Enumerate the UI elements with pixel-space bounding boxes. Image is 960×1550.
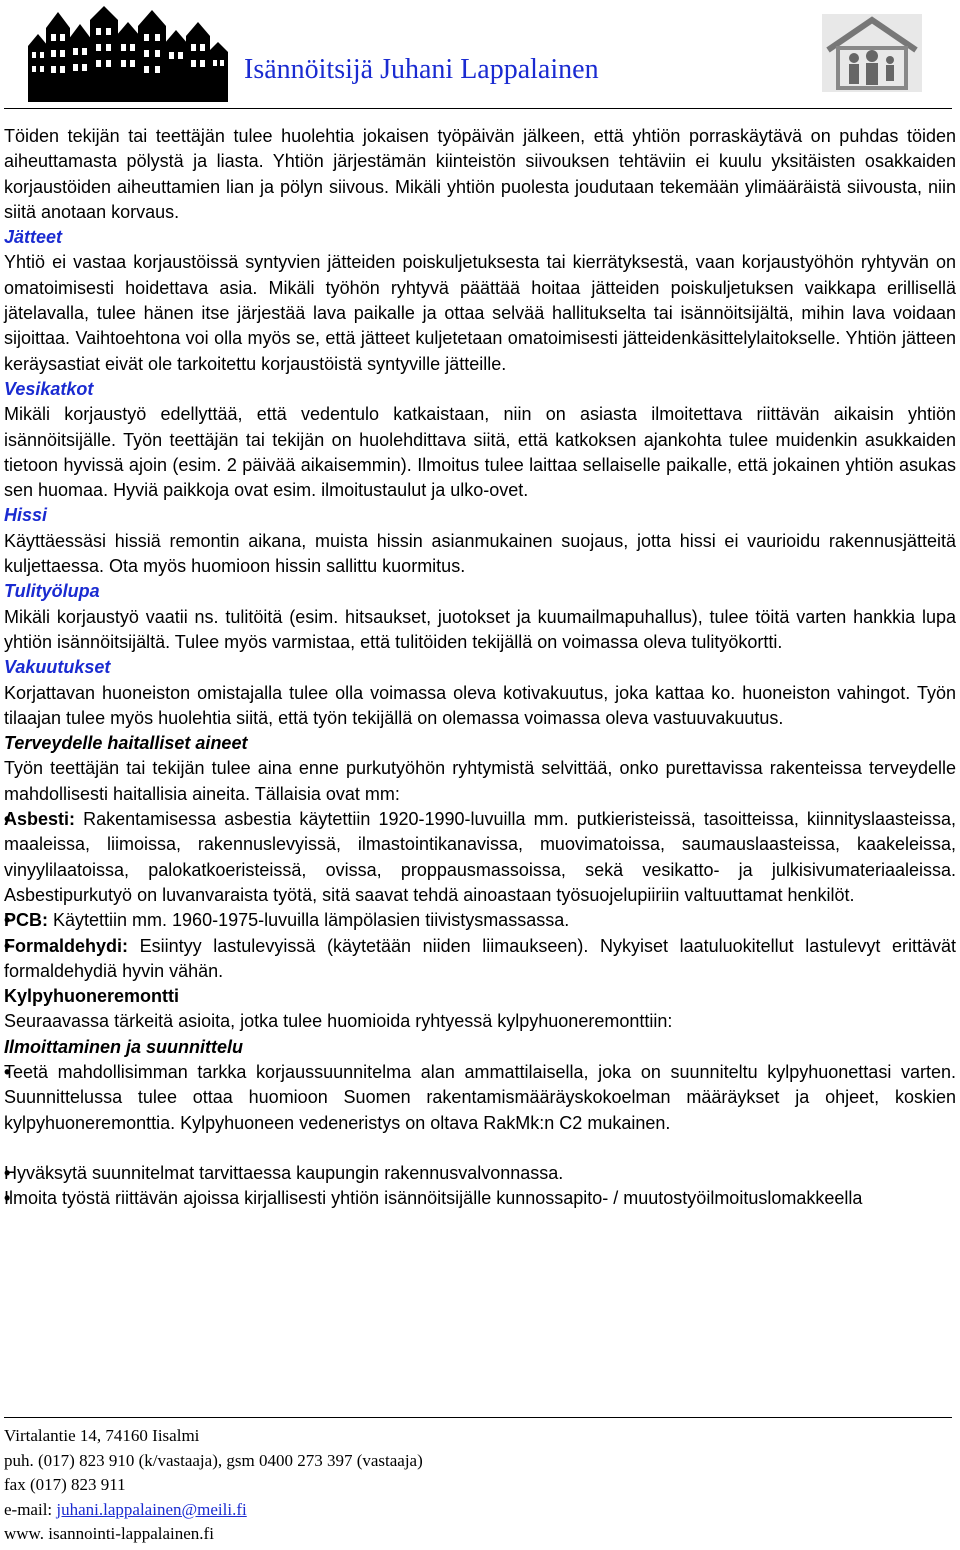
section-heading-jatteet: Jätteet: [4, 227, 63, 248]
asbesti-text: Rakentamisessa asbestia käytettiin 1920-1990-luvuilla mm. putkieristeissä, tasoitteissa, kiinnityslaasteissa, maaleissa, liimoissa, rakennuslevyissä, ilmastointikanavissa, muovimatoissa, saumauslaasteissa, kaakeleissa, vinyylilaatoissa, palokatkoeristeissä, ovissa, proppausmassoissa, sekä vesikatto- ja julkisivumateriaaleissa. Asbestipurkutyö on luvanvaraista työtä, sitä saavat tehdä ainoastaan työsuojelupiiriin valtuuttamat henkilöt.: [4, 809, 956, 905]
hissi-paragraph: Käyttäessäsi hissiä remontin aikana, muista hissin asianmukainen suojaus, jotta hissi ei vaurioidu rakennusjätteitä kuljettaessa. Ota myös huomioon hissin sallittu kuormitus.: [4, 530, 956, 577]
bullet-formaldehydi: [4, 934, 956, 985]
footer-email-label: e-mail:: [4, 1499, 57, 1519]
footer-website: www. isannointi-lappalainen.fi: [4, 1524, 214, 1543]
jatteet-paragraph: Yhtiö ei vastaa korjaustöissä syntyvien jätteiden poiskuljetuksesta tai kierrätyksestä, vaan korjaustyöhön ryhtyvän on omatoimisesti hoidettava asia. Mikäli työhön ryhtyvä päättää hoitaa jätteiden poiskuljetuksen vaikkapa erillisellä jätelavalla, tulee hänen itse järjestää lava paikalle ja ottaa selvää hallitukselta tai isännöitsijältä, mihin lava voidaan sijoittaa. Vaihtoehtona voi olla myös se, että jätteet kuljetetaan omatoimisesti jätteidenkäsittelylaitokselle. Yhtiön jätteen keräysastiat eivät ole tarkoitettu korjaustöistä syntyville jätteille.: [4, 252, 956, 374]
company-name: Isännöitsijä Juhani Lappalainen: [244, 54, 599, 85]
terveys-paragraph: Työn teettäjän tai tekijän tulee aina enne purkutyöhön ryhtymistä selvittää, onko purettavissa rakenteissa terveydelle mahdollisesti haitallisia aineita. Tällaisia ovat mm:: [4, 758, 956, 804]
bullet-asbesti: [4, 807, 956, 908]
section-heading-vakuutukset: Vakuutukset: [4, 657, 111, 678]
section-heading-tulityolupa: Tulityölupa: [4, 581, 100, 602]
section-heading-kylpy: Kylpyhuoneremontti: [4, 986, 180, 1007]
house-family-logo-icon: [822, 14, 922, 92]
footer-email-line: [4, 1498, 423, 1523]
pcb-label: PCB:: [4, 910, 48, 931]
page-header: [0, 0, 960, 112]
page-footer: [4, 1424, 423, 1547]
footer-divider: [4, 1417, 952, 1418]
bullet-hyvaksyta: • Hyväksytä suunnitelmat tarvittaessa kaupungin rakennusvalvonnassa.: [4, 1161, 956, 1186]
formaldehydi-text: Esiintyy lastulevyissä (käytetään niiden liimaukseen). Nykyiset laatuluokitellut lastulevyt erittävät formaldehydiä hyvin vähän.: [4, 935, 956, 981]
section-heading-hissi: Hissi: [4, 505, 48, 526]
asbesti-label: Asbesti:: [4, 809, 76, 830]
spacer: [4, 1136, 956, 1161]
intro-paragraph: Töiden tekijän tai teettäjän tulee huolehtia jokaisen työpäivän jälkeen, että yhtiön porraskäytävä on puhdas töiden aiheuttamasta pölystä ja liasta. Yhtiön järjestämän kiinteistön siivouksen tehtäviin ei kuulu yksitäisten osakkaiden korjaustöiden aiheuttamien lian ja pölyn siivous. Mikäli yhtiön puolesta joudutaan tekemään ylimääräistä siivousta, niin siitä anotaan korvaus.: [4, 126, 956, 222]
pcb-text: Käytettiin mm. 1960-1975-luvuilla lämpölasien tiivistysmassassa.: [48, 910, 570, 931]
kylpy-paragraph: Seuraavassa tärkeitä asioita, jotka tulee huomioida ryhtyessä kylpyhuoneremonttiin:: [4, 1011, 673, 1032]
email-link[interactable]: juhani.lappalainen@meili.fi: [56, 1499, 247, 1519]
footer-fax: fax (017) 823 911: [4, 1475, 126, 1494]
formaldehydi-label: Formaldehydi:: [4, 935, 129, 956]
footer-address: Virtalantie 14, 74160 Iisalmi: [4, 1426, 200, 1445]
bullet-suunnitelma: • Teetä mahdollisimman tarkka korjaussuunnitelma alan ammattilaisella, joka on suunniteltu kylpyhuonettasi varten. Suunnittelussa tulee ottaa huomioon Suomen rakentamismääräyskokoelman määräykset ja ohjeet, koskien kylpyhuoneremonttia. Kylpyhuoneen vedeneristys on oltava RakMk:n C2 mukainen.: [4, 1060, 956, 1136]
vakuutukset-paragraph: Korjattavan huoneiston omistajalla tulee olla voimassa oleva kotivakuutus, joka kattaa ko. huoneiston vahingot. Työn tilaajan tulee myös huolehtia siitä, että työn tekijällä on olemassa voimassa oleva vastuuvakuutus.: [4, 682, 956, 728]
section-heading-terveys: Terveydelle haitalliset aineet: [4, 733, 248, 754]
bullet-ilmoita: • Ilmoita työstä riittävän ajoissa kirjallisesti yhtiön isännöitsijälle kunnossapito- / muutostyöilmoituslomakkeella: [4, 1186, 956, 1211]
city-buildings-logo-icon: [20, 6, 240, 102]
bullet-pcb: [4, 908, 956, 933]
vesikatkot-paragraph: Mikäli korjaustyö edellyttää, että vedentulo katkaistaan, niin on asiasta ilmoitettava riittävän aikaisin yhtiön isännöitsijälle. Työn teettäjän tai tekijän on huolehdittava siitä, että katkoksen ajankohta tulee muidenkin asukkaiden tietoon hyvissä ajoin (esim. 2 päivää aikaisemmin). Ilmoitus tulee laittaa sellaiselle paikalle, että jokainen yhtiön asukas sen huomaa. Hyviä paikkoja ovat esim. ilmoitustaulut ja ulko-ovet.: [4, 404, 956, 501]
document-body: [4, 124, 956, 1211]
footer-phone: puh. (017) 823 910 (k/vastaaja), gsm 0400 273 397 (vastaaja): [4, 1450, 423, 1470]
section-heading-ilmoittaminen: Ilmoittaminen ja suunnittelu: [4, 1036, 244, 1057]
section-heading-vesikatkot: Vesikatkot: [4, 378, 94, 399]
tulityolupa-paragraph: Mikäli korjaustyö vaatii ns. tulitöitä (esim. hitsaukset, juotokset ja kuumailmapuhallus), tulee töitä varten hankkia lupa yhtiön isännöitsijältä. Tulee myös varmistaa, että tulitöiden tekijällä on voimassa oleva tulityökortti.: [4, 606, 956, 652]
header-divider: [4, 108, 952, 109]
